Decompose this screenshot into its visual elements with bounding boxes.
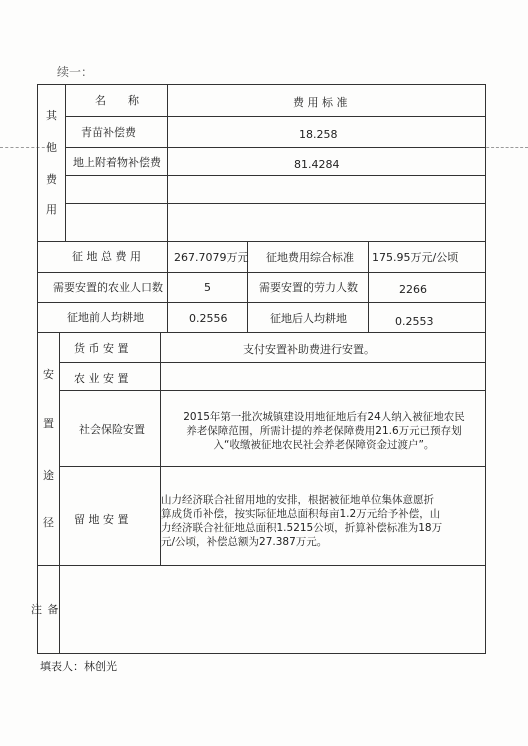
total-cost-value: 267.7079万元 xyxy=(174,251,249,264)
social-insurance-label: 社会保险安置 xyxy=(79,423,145,436)
land-before-label: 征地前人均耕地 xyxy=(67,311,144,324)
currency-resettlement-label: 货 币 安 置 xyxy=(74,342,129,355)
land-after-label: 征地后人均耕地 xyxy=(270,312,347,325)
land-before-value: 0.2556 xyxy=(189,312,228,325)
reserved-land-text xyxy=(161,493,481,549)
standard-column-header: 费 用 标 准 xyxy=(293,96,348,109)
text-line: 元/公顷，补偿总额为27.387万元。 xyxy=(161,536,328,548)
fee-name: 地上附着物补偿费 xyxy=(73,156,161,169)
section-char: 径 xyxy=(43,516,54,529)
section-char: 置 xyxy=(43,417,54,430)
text-line: 2015年第一批次城镇建设用地征地后有24人纳入被征地农民 xyxy=(183,411,465,423)
total-cost-label: 征 地 总 费 用 xyxy=(72,250,141,263)
form-filler: 填表人：林创光 xyxy=(40,660,117,673)
text-line: 入“收缴被征地农民社会养老保障资金过渡户”。 xyxy=(213,439,435,451)
form-table xyxy=(31,84,486,654)
remarks-label: 注 备 xyxy=(31,603,60,616)
text-line: 山力经济联合社留用地的安排，根据被征地单位集体意愿折 xyxy=(161,494,434,506)
overall-standard-value: 175.95万元/公顷 xyxy=(372,251,459,264)
social-insurance-text xyxy=(168,410,480,452)
fee-value: 81.4284 xyxy=(294,158,340,171)
text-line: 算成货币补偿，按实际征地总面积每亩1.2万元给予补偿，山 xyxy=(161,508,441,520)
continued-label: 续一： xyxy=(57,65,94,79)
section-char: 途 xyxy=(43,469,54,482)
reserved-land-label: 留 地 安 置 xyxy=(74,513,129,526)
farm-population-value: 5 xyxy=(204,281,211,294)
currency-resettlement-text: 支付安置补助费进行安置。 xyxy=(243,343,375,356)
fee-name: 青苗补偿费 xyxy=(81,126,136,139)
section-char: 他 xyxy=(46,141,57,154)
farm-population-label: 需要安置的农业人口数 xyxy=(53,281,163,294)
section-char: 用 xyxy=(46,203,57,216)
text-line: 养老保障范围，所需计提的养老保障费用21.6万元已预存划 xyxy=(186,425,462,437)
section-char: 其 xyxy=(46,109,57,122)
labor-count-label: 需要安置的劳力人数 xyxy=(259,281,358,294)
name-column-header: 名 称 xyxy=(95,94,139,107)
text-line: 力经济联合社征地总面积1.5215公顷，折算补偿标准为18万 xyxy=(161,522,443,534)
section-char: 费 xyxy=(46,173,57,186)
labor-count-value: 2266 xyxy=(399,283,427,296)
section-char: 安 xyxy=(43,368,54,381)
land-after-value: 0.2553 xyxy=(395,315,434,328)
fee-value: 18.258 xyxy=(299,128,338,141)
overall-standard-label: 征地费用综合标准 xyxy=(266,251,354,264)
agricultural-resettlement-label: 农 业 安 置 xyxy=(74,372,129,385)
